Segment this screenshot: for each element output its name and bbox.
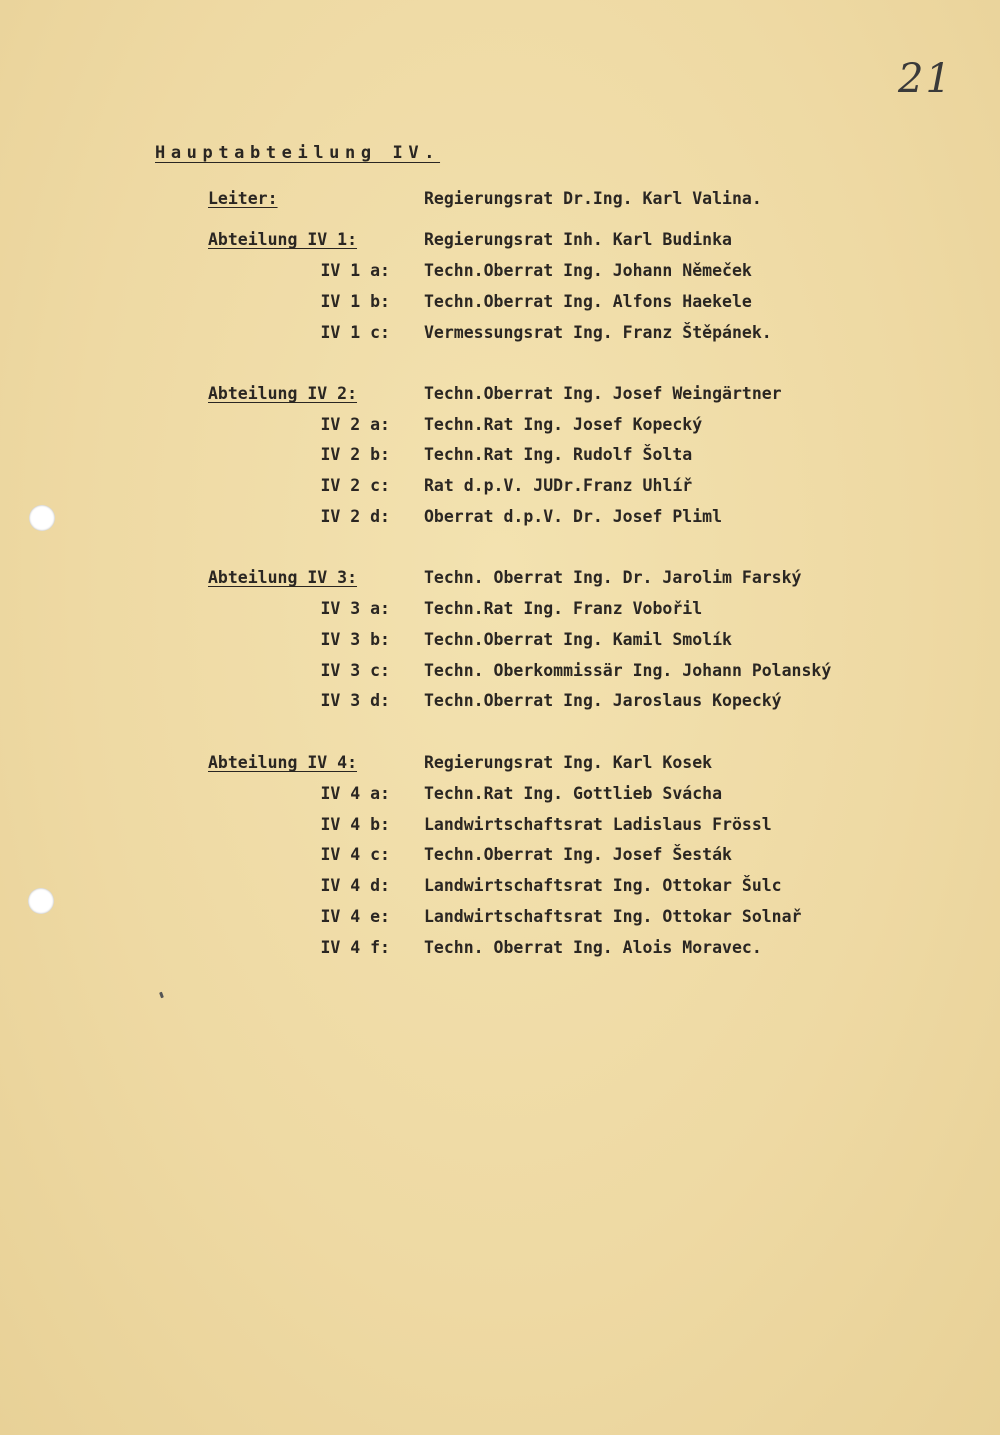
row-value: Oberrat d.p.V. Dr. Josef Pliml [424, 507, 723, 526]
row-label: Abteilung IV 3: [208, 568, 358, 587]
row-value: Landwirtschaftsrat Ladislaus Frössl [424, 815, 772, 834]
row-label: IV 4 b: [320, 815, 390, 834]
row-label: Abteilung IV 2: [208, 384, 358, 403]
row-label: IV 3 a: [320, 599, 390, 618]
row-value: Techn.Oberrat Ing. Jaroslaus Kopecký [424, 691, 782, 710]
row-value: Techn. Oberrat Ing. Dr. Jarolim Farský [424, 568, 802, 587]
row-label: IV 2 d: [320, 507, 390, 526]
row-label: IV 4 e: [320, 907, 390, 926]
row-label: IV 4 c: [320, 845, 390, 864]
list-row [0, 566, 1000, 590]
row-value: Rat d.p.V. JUDr.Franz Uhlíř [424, 476, 693, 495]
row-value: Techn.Rat Ing. Josef Kopecký [424, 415, 703, 434]
list-row [0, 382, 1000, 406]
row-value: Techn.Oberrat Ing. Johann Němeček [424, 261, 752, 280]
row-label: IV 3 c: [320, 661, 390, 680]
list-row [0, 782, 1000, 806]
list-row [0, 505, 1000, 529]
row-label: Abteilung IV 4: [208, 753, 358, 772]
row-value: Techn. Oberrat Ing. Alois Moravec. [424, 938, 762, 957]
list-row-leiter [0, 187, 1000, 211]
row-value: Techn.Rat Ing. Gottlieb Svácha [424, 784, 723, 803]
list-row [0, 597, 1000, 621]
paper-speck [159, 992, 164, 999]
row-value: Techn.Oberrat Ing. Josef Šesták [424, 845, 732, 864]
row-value: Techn.Oberrat Ing. Alfons Haekele [424, 292, 752, 311]
row-value: Techn.Rat Ing. Rudolf Šolta [424, 445, 693, 464]
list-row [0, 843, 1000, 867]
list-row [0, 443, 1000, 467]
page-number: 21 [898, 56, 953, 102]
row-label: IV 4 a: [320, 784, 390, 803]
list-row [0, 413, 1000, 437]
list-row [0, 905, 1000, 929]
row-label: IV 1 c: [320, 323, 390, 342]
row-value: Regierungsrat Dr.Ing. Karl Valina. [424, 189, 762, 208]
list-row [0, 228, 1000, 252]
row-value: Techn.Oberrat Ing. Kamil Smolík [424, 630, 732, 649]
row-label: IV 3 d: [320, 691, 390, 710]
row-label: IV 2 c: [320, 476, 390, 495]
list-row [0, 628, 1000, 652]
row-value: Vermessungsrat Ing. Franz Štěpánek. [424, 323, 772, 342]
row-label: Leiter: [208, 189, 278, 208]
row-label: IV 2 a: [320, 415, 390, 434]
list-row [0, 689, 1000, 713]
row-value: Landwirtschaftsrat Ing. Ottokar Šulc [424, 876, 782, 895]
row-value: Techn. Oberkommissär Ing. Johann Polanský [424, 661, 832, 680]
list-row [0, 474, 1000, 498]
list-row [0, 936, 1000, 960]
list-row [0, 259, 1000, 283]
row-value: Regierungsrat Inh. Karl Budinka [424, 230, 732, 249]
row-label: IV 1 a: [320, 261, 390, 280]
list-row [0, 290, 1000, 314]
list-row [0, 751, 1000, 775]
row-value: Techn.Rat Ing. Franz Vobořil [424, 599, 703, 618]
row-value: Landwirtschaftsrat Ing. Ottokar Solnař [424, 907, 802, 926]
row-label: IV 1 b: [320, 292, 390, 311]
list-row [0, 813, 1000, 837]
document-title: Hauptabteilung IV. [155, 143, 441, 163]
row-label: Abteilung IV 1: [208, 230, 358, 249]
row-label: IV 4 d: [320, 876, 390, 895]
row-label: IV 2 b: [320, 445, 390, 464]
row-label: IV 4 f: [320, 938, 390, 957]
row-label: IV 3 b: [320, 630, 390, 649]
list-row [0, 321, 1000, 345]
list-row [0, 659, 1000, 683]
row-value: Regierungsrat Ing. Karl Kosek [424, 753, 713, 772]
list-row [0, 874, 1000, 898]
row-value: Techn.Oberrat Ing. Josef Weingärtner [424, 384, 782, 403]
